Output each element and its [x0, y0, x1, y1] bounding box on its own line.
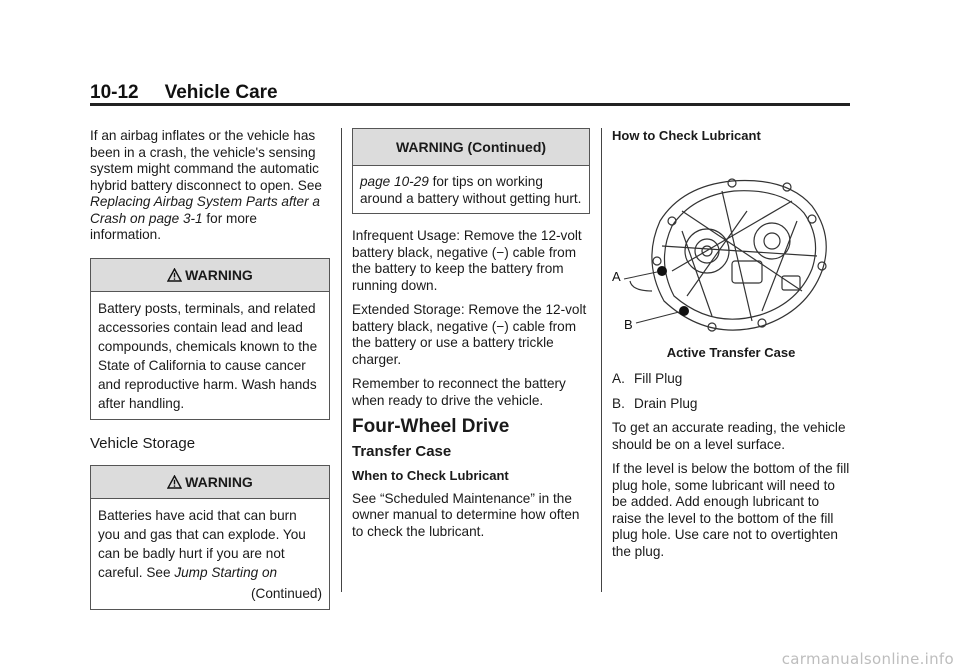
how-to-check-heading: How to Check Lubricant	[612, 128, 761, 143]
list-item	[612, 371, 850, 388]
continued-warning-box	[352, 128, 590, 214]
level-surface-paragraph: To get an accurate reading, the vehicle should be on a level surface.	[612, 420, 846, 452]
list-text: Fill Plug	[634, 371, 683, 386]
intro-text-end: for more information.	[90, 210, 257, 242]
warning-triangle-icon	[167, 468, 182, 500]
section-title: Vehicle Care	[164, 82, 278, 103]
page-10-29-link[interactable]: page 10-29	[360, 174, 429, 189]
list-text: Drain Plug	[634, 395, 698, 411]
lead-warning-box	[90, 258, 330, 420]
warning-title: WARNING	[185, 474, 253, 490]
figure-caption: Active Transfer Case	[666, 344, 796, 360]
warning-header: WARNING (Continued)	[353, 129, 589, 166]
infrequent-usage-paragraph: Infrequent Usage: Remove the 12-volt battery black, negative (−) cable from the battery to keep the battery from running down.	[352, 228, 582, 293]
page-number: 10-12	[90, 82, 139, 103]
transfer-case-illustration	[612, 151, 852, 341]
column-2	[352, 128, 590, 548]
vehicle-storage-heading: Vehicle Storage	[90, 434, 196, 452]
acid-warning-box	[90, 465, 330, 610]
extended-storage-paragraph: Extended Storage: Remove the 12-volt battery black, negative (−) cable from the battery or use a battery trickle charger.	[352, 302, 587, 367]
warning-header	[91, 466, 329, 499]
column-1	[90, 128, 330, 610]
warning-text: Batteries have acid that can burn you and gas that can explode. You can be badly hurt if you are not careful. See	[98, 508, 306, 580]
warning-body: Battery posts, terminals, and related accessories contain lead and lead compounds, chemicals known to the State of California to cause cancer and reproductive harm. Wash hands after handling.	[98, 300, 318, 411]
airbag-intro-paragraph	[90, 128, 330, 244]
list-letter: B.	[612, 395, 625, 411]
header-rule	[90, 103, 850, 106]
label-a: A	[612, 268, 621, 284]
warning-body	[91, 499, 329, 609]
column-divider-2	[601, 128, 602, 592]
airbag-parts-link[interactable]: Replacing Airbag System Parts after a Crash on page 3-1	[90, 194, 320, 226]
transfer-case-figure	[612, 151, 852, 341]
four-wheel-drive-heading: Four-Wheel Drive	[352, 416, 510, 437]
warning-body	[353, 166, 589, 213]
list-letter: A.	[612, 371, 625, 386]
jump-starting-link[interactable]: Jump Starting on	[174, 565, 278, 580]
transfer-case-heading: Transfer Case	[352, 442, 452, 460]
list-item	[612, 396, 850, 413]
continued-label: (Continued)	[250, 586, 322, 601]
when-to-check-paragraph: See “Scheduled Maintenance” in the owner manual to determine how often to check the lubricant.	[352, 490, 580, 539]
fill-level-paragraph: If the level is below the bottom of the fill plug hole, some lubricant will need to be added. Add enough lubricant to raise the level to the bottom of the fill plug hole. Use care not to overtighten the plug.	[612, 461, 850, 559]
warning-header	[91, 259, 329, 292]
reconnect-paragraph: Remember to reconnect the battery when ready to drive the vehicle.	[352, 376, 566, 408]
label-b: B	[624, 316, 633, 332]
warning-title: WARNING	[185, 266, 253, 283]
column-divider-1	[341, 128, 342, 592]
warning-text: for tips on working around a battery without getting hurt.	[360, 174, 582, 206]
when-to-check-heading: When to Check Lubricant	[352, 468, 509, 483]
page-header	[90, 82, 850, 104]
warning-triangle-icon	[167, 261, 182, 293]
watermark: carmanualsonline.info	[781, 650, 954, 668]
intro-text: If an airbag inflates or the vehicle has been in a crash, the vehicle's sensing system might command the automatic hybrid battery disconnect to open. See	[90, 128, 322, 193]
column-3	[612, 128, 850, 568]
